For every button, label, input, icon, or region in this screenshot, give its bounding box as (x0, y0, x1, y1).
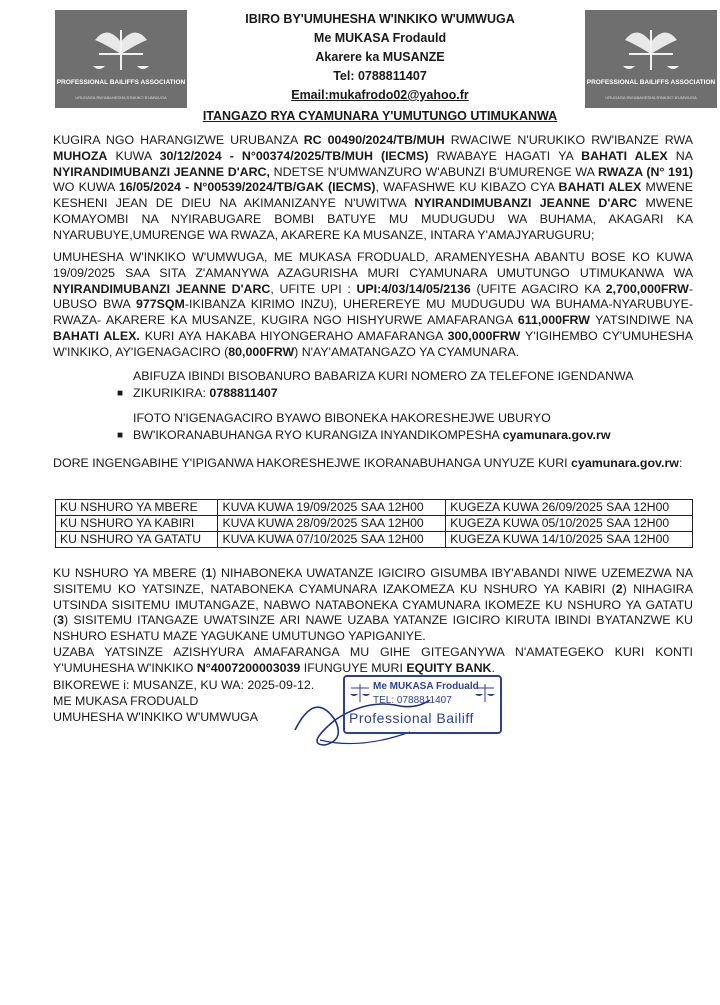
table-cell: KUGEZA KUWA 05/10/2025 SAA 12H00 (446, 516, 693, 532)
p4-text-run: ) NIHAGIRA UTSINDA SISITEMU IMUTANGAZE, NABWO NATABONEKA CYAMUNARA IKOMEZE KU NSHURO YA GATATU ( (53, 581, 693, 628)
p4-text-run: EQUITY BANK (406, 660, 492, 675)
signer-title: UMUHESHA W'INKIKO W'UMWUGA (53, 710, 259, 724)
p1-text-run: RWAZA (N° 191) (597, 164, 693, 179)
p4-text-run: UZABA YATSINZE AZISHYURA AMAFARANGA MU GIHE GITEGANYWA N'AMATEGEKO KURI KONTI Y'UMUHESHA W'INKIKO (53, 644, 693, 675)
signer-name: ME MUKASA FRODUALD (53, 694, 199, 708)
table-cell: KU NSHURO YA KABIRI (56, 516, 218, 532)
p4-text-run: ) SISITEMU ITANGAZE UWATSINZE ARI NAWE UZABA YATANZE IGICIRO KIRUTA IBINDI BYATANZWE KU NSHURO ESHATU MAZE YAGUKANE UMUTUNGO YAPIGANIYE. (53, 613, 693, 644)
p1-text-run: RC 00490/2024/TB/MUH (303, 133, 445, 147)
association-subname: URUGAGA RW'ABAHESHA B'INKIKO B'UMWUGA (605, 95, 697, 100)
place-date: BIKOREWE i: MUSANZE, KU WA: 2025-09-12. (53, 678, 315, 692)
association-name: PROFESSIONAL BAILIFFS ASSOCIATION (56, 79, 186, 86)
platform-link[interactable]: cyamunara.gov.rw (502, 428, 611, 442)
table-cell: KUGEZA KUWA 26/09/2025 SAA 12H00 (446, 500, 693, 516)
paragraph-auction (53, 250, 693, 361)
p2-text-run: UPI:4/03/14/05/2136 (356, 281, 471, 296)
p4-text-run: 2 (615, 581, 623, 596)
p2-text-run: KURI AYA HAKABA HIYONGERAHO AMAFARANGA (139, 328, 448, 343)
p4-text-run: N°4007200003039 (196, 660, 301, 675)
p4-text-run: IFUNGUYE MURI (300, 660, 407, 675)
p2-text-run: 977SQM (135, 297, 185, 312)
p1-text-run: WO KUWA (53, 180, 119, 195)
table-cell: KU NSHURO YA GATATU (56, 532, 218, 548)
bullet-icon: ■ (117, 430, 124, 441)
stamp-tel: TEL: 0788811407 (373, 695, 452, 706)
p1-text-run: BAHATI ALEX (558, 180, 642, 195)
p1-text-run: KUGIRA NGO HARANGIZWE URUBANZA (53, 133, 304, 147)
signature-block (53, 677, 314, 725)
p2-text-run: ) N'AY'AMATANGAZO YA CYAMUNARA. (294, 344, 520, 359)
p1-text-run: MWENE KESHENI JEAN DE DIEU NA AKIMANIZANYE N'UWITWA (53, 180, 694, 211)
stamp-title: Professional Bailiff (349, 710, 474, 726)
p1-text-run: NA (667, 148, 693, 163)
table-row (56, 500, 693, 516)
p2-text-run: (UFITE AGACIRO KA (470, 281, 606, 296)
official-stamp (343, 675, 502, 734)
p2-text-run: UMUHESHA W'INKIKO W'UMWUGA, ME MUKASA FRODUALD, ARAMENYESHA ABANTU BOSE KO KUWA 19/09/2025 SAA SITA Z'AMANYWA AZAGURISHA MURI CYAMUNARA UMUTUNGO UTIMUKANWA WA (53, 250, 693, 280)
p1-text-run: MUHOZA (53, 148, 108, 163)
paragraph-rules (53, 566, 693, 677)
p4-text-run: 3 (57, 613, 65, 628)
p1-text-run: NDETSE N'UMWANZURO W'ABUNZI B'UMURENGE WA (269, 164, 598, 179)
letterhead (190, 10, 570, 126)
p2-text-run: 611,000FRW (517, 313, 590, 328)
table-cell: KUGEZA KUWA 14/10/2025 SAA 12H00 (446, 532, 693, 548)
p2-text-run: BAHATI ALEX. (53, 328, 140, 343)
p1-text-run: NYIRANDIMUBANZI JEANNE D'ARC, (53, 164, 270, 179)
contact-line: ABIFUZA IBINDI BISOBANURO BABARIZA KURI NOMERO ZA TELEFONE IGENDANWA (133, 369, 634, 383)
office-name: IBIRO BY'UMUHESHA W'INKIKO W'UMWUGA (245, 12, 515, 26)
bullet-icon: ■ (117, 388, 124, 399)
p3-text-run: : (678, 456, 683, 470)
bailiff-name: Me MUKASA Frodauld (313, 31, 447, 45)
district: Akarere ka MUSANZE (315, 50, 445, 64)
photo-info (117, 410, 611, 444)
paragraph-schedule-intro (53, 456, 693, 472)
doves-scale-icon (585, 10, 717, 108)
table-cell: KUVA KUWA 07/10/2025 SAA 12H00 (218, 532, 446, 548)
p2-text-run: -UBUSO BWA (53, 281, 693, 312)
p2-text-run: , UFITE UPI : (270, 281, 357, 296)
table-row (56, 532, 693, 548)
doves-scale-icon (55, 10, 187, 108)
p1-text-run: KUWA (107, 148, 160, 163)
p1-text-run: 30/12/2024 - N°00374/2025/TB/MUH (IECMS) (159, 148, 429, 163)
p1-text-run: , WAFASHWE KU KIBAZO CYA (375, 180, 559, 195)
p2-text-run: -IKIBANZA KIRIMO INZU), UHEREREYE MU MUDUGUDU WA BUHAMA-NYARUBUYE-RWAZA- AKARERE KA MUSANZE, KUGIRA NGO HISHYURWE AMAFARANGA (53, 297, 693, 328)
photo-line: IFOTO N'IGENAGACIRO BYAWO BIBONEKA HAKORESHEJWE UBURYO (133, 411, 551, 425)
p4-text-run: 1 (205, 566, 213, 580)
p2-text-run: 2,700,000FRW (605, 281, 689, 296)
p1-text-run: RWABAYE HAGATI YA (428, 148, 582, 163)
p4-text-run: KU NSHURO YA MBERE ( (53, 566, 206, 580)
p4-text-run: . (491, 660, 495, 675)
p3-text-run: DORE INGENGABIHE Y'IPIGANWA HAKORESHEJWE IKORANABUHANGA UNYUZE KURI (53, 456, 572, 470)
contact-info (117, 368, 634, 402)
bidding-schedule-table (55, 499, 693, 548)
p2-text-run: 80,000FRW (228, 344, 295, 359)
association-logo-left (55, 10, 187, 108)
platform-line: BW'IKORANABUHANGA RYO KURANGIZA INYANDIKOMPESHA (133, 428, 503, 442)
scale-icon (349, 682, 371, 704)
table-row (56, 516, 693, 532)
telephone: Tel: 0788811407 (333, 69, 427, 83)
association-subname: URUGAGA RW'ABAHESHA B'INKIKO B'UMWUGA (75, 95, 167, 100)
table-cell: KUVA KUWA 28/09/2025 SAA 12H00 (218, 516, 446, 532)
association-logo-right (585, 10, 717, 108)
p1-text-run: 16/05/2024 - N°00539/2024/TB/GAK (IECMS) (118, 180, 376, 195)
p1-text-run: NYIRANDIMUBANZI JEANNE D'ARC (414, 196, 638, 211)
p1-text-run: BAHATI ALEX (581, 148, 668, 163)
stamp-name: Me MUKASA Froduald (373, 681, 479, 692)
table-cell: KU NSHURO YA MBERE (56, 500, 218, 516)
p2-text-run: 300,000FRW (447, 328, 521, 343)
p3-text-run: cyamunara.gov.rw (571, 456, 679, 470)
table-cell: KUVA KUWA 19/09/2025 SAA 12H00 (218, 500, 446, 516)
p2-text-run: Y'IGIHEMBO CY'UMUHESHA W'INKIKO, AY'IGENAGACIRO ( (53, 328, 693, 359)
p4-text-run: ) NIHABONEKA UWATANZE IGICIRO GISUMBA IBY'ABANDI NIWE UZEMEZWA NA SISITEMU KO YATSINZE, NATABONEKA CYAMUNARA IZAKOMEZA KU NSHURO YA KABIRI ( (53, 566, 693, 596)
p1-text-run: MWENE KOMAYOMBI NA NYIRABUGARE BOMBI BATUYE MU MUDUGUDU WA BUHAMA, AKAGARI KA NYARUBUYE,UMURENGE WA RWAZA, AKARERE KA MUSANZE, INTARA Y'AMAJYARUGURU; (53, 196, 694, 242)
association-name: PROFESSIONAL BAILIFFS ASSOCIATION (586, 79, 716, 86)
p1-text-run: RWACIWE N'URUKIKO RW'IBANZE RWA (444, 133, 693, 147)
email-link[interactable]: Email:mukafrodo02@yahoo.fr (291, 88, 469, 102)
contact-label: ZIKURIKIRA: (133, 386, 210, 400)
paragraph-judgment (53, 133, 693, 244)
contact-phone[interactable]: 0788811407 (209, 386, 278, 400)
p2-text-run: YATSINDIWE NA (589, 313, 693, 328)
notice-title: ITANGAZO RYA CYAMUNARA Y'UMUTUNGO UTIMUKANWA (202, 109, 558, 123)
p2-text-run: NYIRANDIMUBANZI JEANNE D'ARC (53, 281, 271, 296)
